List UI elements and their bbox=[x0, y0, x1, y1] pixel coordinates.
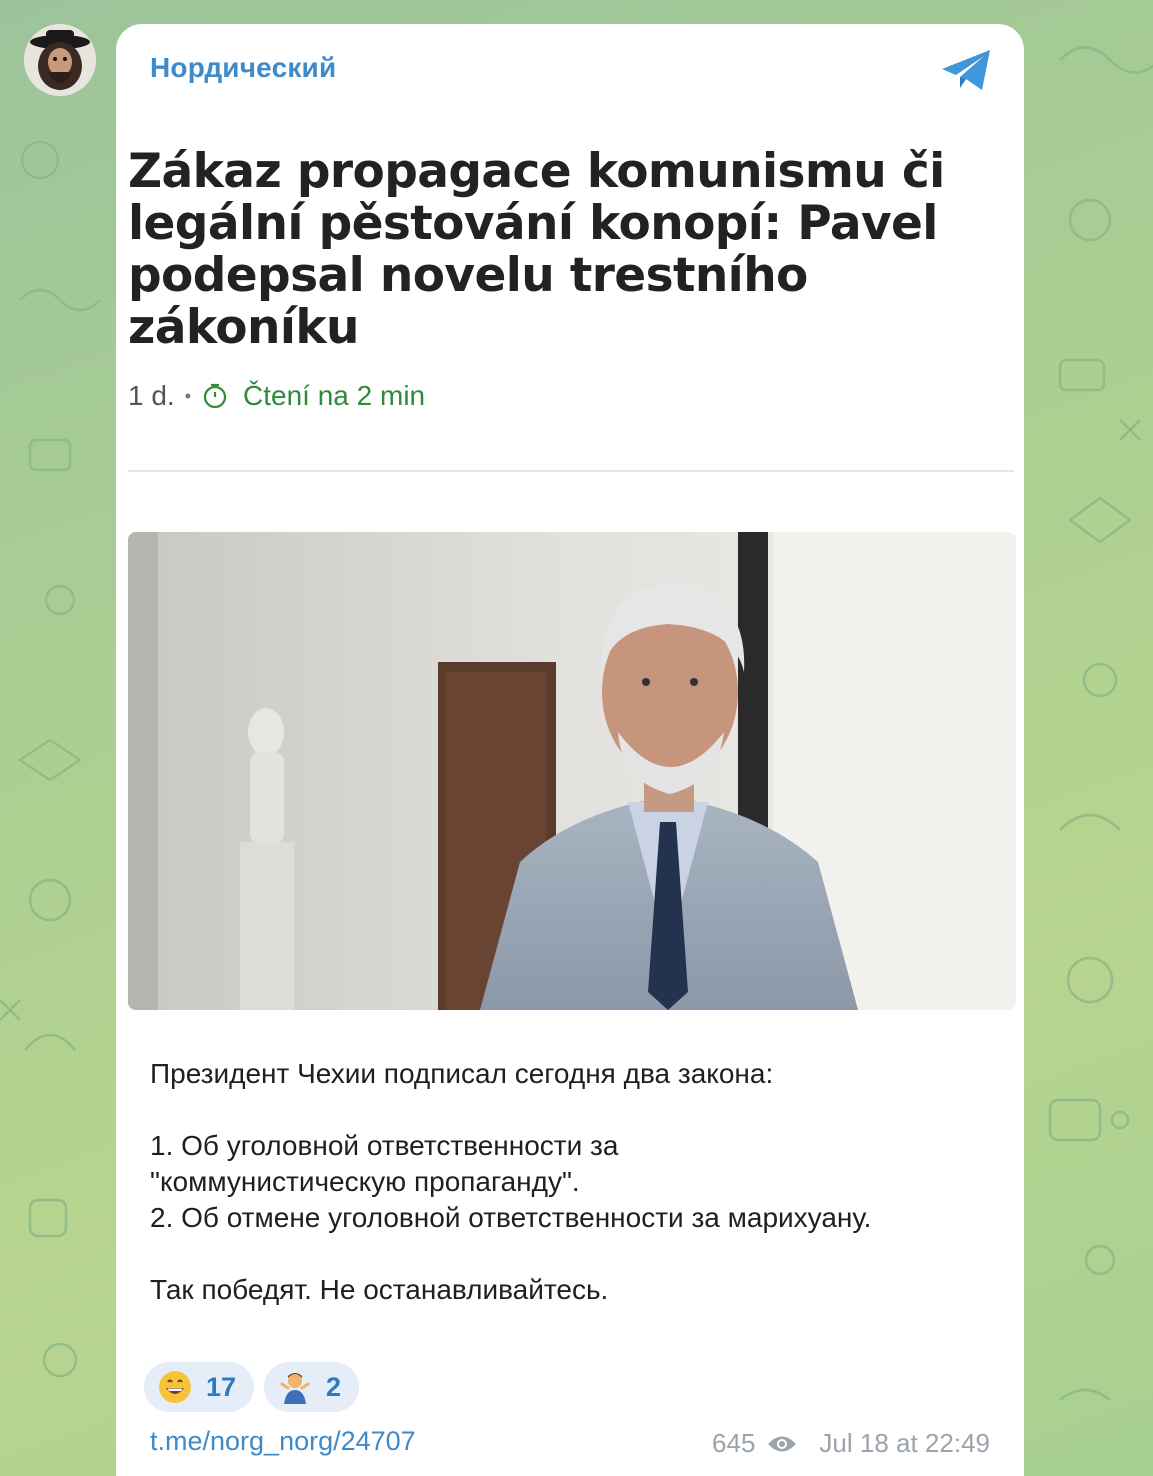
post-text bbox=[150, 1056, 1010, 1308]
article-photo[interactable] bbox=[128, 532, 1016, 1010]
post-closing: Так победят. Не останавливайтесь. bbox=[150, 1274, 609, 1305]
read-time bbox=[201, 380, 425, 412]
stopwatch-icon bbox=[201, 382, 229, 410]
post-meta bbox=[712, 1428, 990, 1459]
divider bbox=[128, 470, 1014, 472]
post-link[interactable]: t.me/norg_norg/24707 bbox=[150, 1426, 416, 1456]
view-count: 645 bbox=[712, 1428, 756, 1458]
reaction-count: 2 bbox=[326, 1371, 342, 1402]
separator-dot: • bbox=[184, 385, 192, 406]
article-meta bbox=[128, 380, 425, 412]
post-item-1-continued: "коммунистическую пропаганду". bbox=[150, 1166, 580, 1197]
channel-avatar[interactable] bbox=[24, 24, 96, 96]
reaction-shrug[interactable] bbox=[264, 1362, 359, 1412]
post-item-1: 1. Об уголовной ответственности за bbox=[150, 1130, 619, 1161]
person-shrugging-icon bbox=[278, 1370, 312, 1404]
post-intro: Президент Чехии подписал сегодня два закона: bbox=[150, 1058, 774, 1089]
post-timestamp: Jul 18 at 22:49 bbox=[819, 1428, 990, 1458]
post-item-2: 2. Об отмене уголовной ответственности за марихуану. bbox=[150, 1202, 872, 1233]
article-screenshot[interactable] bbox=[116, 120, 1024, 530]
article-headline: Zákaz propagace komunismu či legální pěstování konopí: Pavel podepsal novelu trestního zákoníku bbox=[128, 144, 945, 355]
reactions-bar bbox=[144, 1362, 359, 1412]
message-bubble bbox=[116, 24, 1024, 1476]
reaction-count: 17 bbox=[206, 1371, 237, 1402]
eye-icon bbox=[767, 1433, 797, 1455]
channel-name[interactable]: Нордический bbox=[150, 52, 337, 83]
reaction-grinning[interactable] bbox=[144, 1362, 254, 1412]
grinning-face-icon bbox=[158, 1370, 192, 1404]
article-age: 1 d. bbox=[128, 380, 175, 411]
telegram-plane-icon[interactable] bbox=[940, 48, 994, 94]
read-time-label: Čtení na 2 min bbox=[243, 380, 426, 411]
